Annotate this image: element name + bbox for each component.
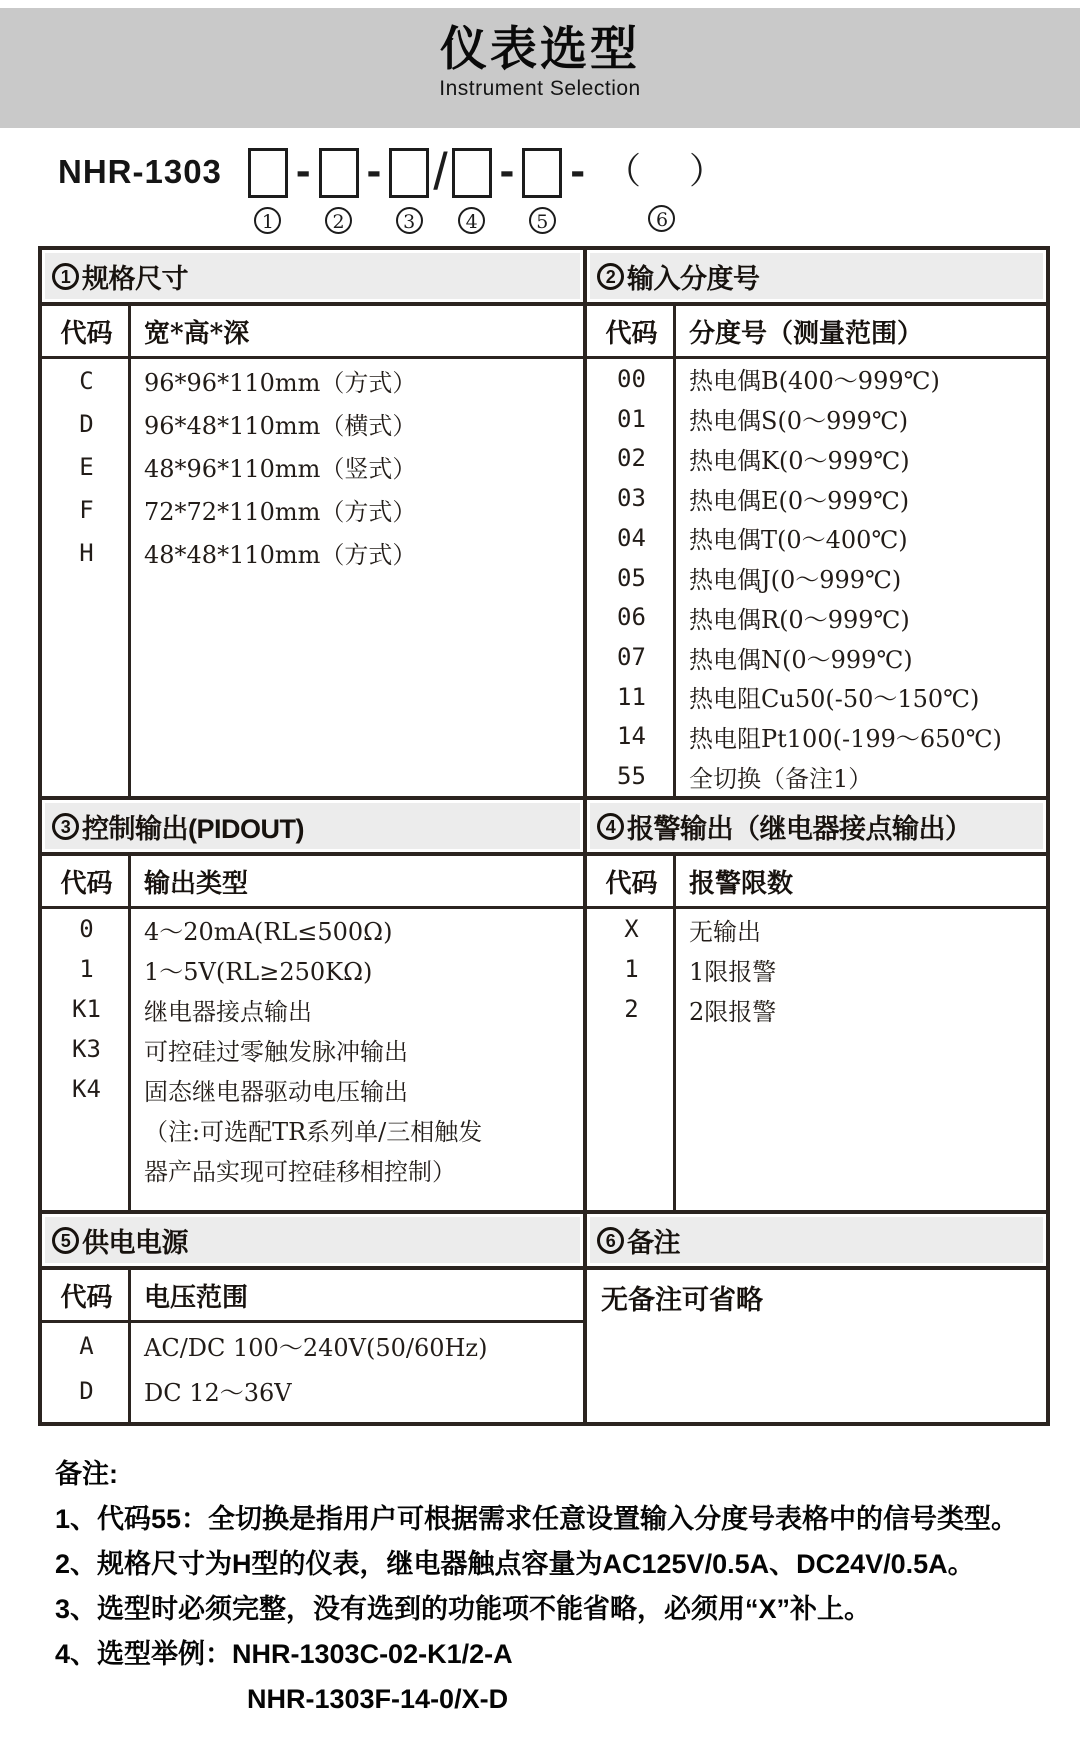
row-value: 热电偶K(0～999℃)	[689, 446, 910, 475]
table-row	[587, 478, 1046, 518]
section-1-title	[42, 250, 583, 306]
footnote-line: 1、代码55：全切换是指用户可根据需求任意设置输入分度号表格中的信号类型。	[55, 1504, 1019, 1534]
table-row	[587, 717, 1046, 757]
row-code: 55	[617, 762, 646, 791]
row-value: 热电偶S(0～999℃)	[689, 407, 909, 436]
section-1-label: 规格尺寸	[82, 263, 188, 294]
row-value: 热电偶B(400～999℃)	[689, 367, 940, 396]
row-value: 热电偶J(0～999℃)	[689, 566, 902, 595]
section-1-rows	[42, 359, 583, 796]
section-5-column-header	[42, 1270, 583, 1323]
section-5-title	[42, 1210, 583, 1270]
row-value: 96*96*110mm（方式）	[144, 369, 417, 397]
selection-table	[38, 246, 1050, 1426]
section-3-title	[42, 796, 583, 856]
table-row	[587, 756, 1046, 796]
row-value: 2限报警	[689, 997, 777, 1026]
row-code: 04	[617, 523, 646, 552]
table-row	[42, 445, 583, 488]
section-remark	[587, 1210, 1046, 1422]
table-row	[587, 359, 1046, 399]
row-code: A	[79, 1331, 94, 1360]
section-4-title	[587, 796, 1046, 856]
row-value: 热电阻Cu50(-50～150℃)	[689, 685, 980, 714]
row-code: D	[79, 409, 94, 438]
position-badge-3: 3	[396, 207, 423, 234]
position-badge-1: 1	[254, 207, 281, 234]
value-header: 输出类型	[144, 868, 249, 899]
row-code: K4	[72, 1075, 101, 1103]
row-value: 固态继电器驱动电压输出	[144, 1077, 408, 1106]
row-code: 11	[617, 682, 646, 711]
section-power-supply	[42, 1210, 587, 1422]
row-code: K3	[72, 1035, 101, 1063]
table-band-1	[42, 250, 1046, 796]
model-separator: -	[499, 146, 515, 195]
row-code: C	[79, 366, 94, 395]
value-header: 宽*高*深	[144, 318, 250, 349]
table-row	[42, 531, 583, 574]
table-row	[42, 909, 583, 949]
section-1-column-header	[42, 306, 583, 359]
code-header: 代码	[60, 318, 113, 349]
row-value: 热电偶E(0～999℃)	[689, 486, 910, 515]
table-row	[42, 488, 583, 531]
table-row	[587, 438, 1046, 478]
table-row	[42, 1323, 583, 1368]
model-separator: -	[366, 146, 382, 195]
section-2-column-header	[587, 306, 1046, 359]
table-row	[587, 677, 1046, 717]
row-code: 01	[617, 404, 646, 433]
page-title: 仪表选型	[440, 22, 640, 75]
footnote-lines	[55, 1497, 1045, 1677]
row-code: 1	[624, 955, 639, 983]
banner	[0, 8, 1080, 128]
position-badge-2: 2	[325, 207, 352, 234]
table-row	[42, 402, 583, 445]
row-code: 00	[617, 364, 646, 393]
value-header: 分度号（测量范围）	[689, 318, 924, 349]
section-5-rows	[42, 1323, 583, 1422]
row-code: H	[79, 538, 94, 567]
circled-4-icon: 4	[597, 813, 624, 840]
value-header: 报警限数	[689, 868, 794, 899]
section-alarm-output	[587, 796, 1046, 1210]
table-row	[42, 1069, 583, 1109]
model-slot-3	[389, 148, 429, 234]
table-band-2	[42, 796, 1046, 1210]
row-value: 72*72*110mm（方式）	[144, 498, 417, 526]
row-code: F	[79, 495, 94, 524]
row-value: 1限报警	[689, 957, 777, 986]
row-value: 无输出	[689, 917, 761, 946]
table-row	[587, 597, 1046, 637]
table-row	[42, 359, 583, 402]
model-box-4	[452, 148, 492, 198]
page-subtitle: Instrument Selection	[439, 77, 641, 100]
footnote-line: 3、选型时必须完整，没有选到的功能项不能省略，必须用“X”补上。	[55, 1594, 872, 1624]
row-code: 05	[617, 563, 646, 592]
table-row	[42, 1368, 583, 1413]
row-value: 96*48*110mm（横式）	[144, 412, 417, 440]
remark-content: 无备注可省略	[601, 1285, 763, 1316]
model-box-5	[522, 148, 562, 198]
section-spec-size	[42, 250, 587, 796]
code-header: 代码	[60, 1282, 113, 1313]
row-value: 热电偶R(0～999℃)	[689, 605, 910, 634]
model-slot-4	[452, 148, 492, 234]
section-2-rows	[587, 359, 1046, 796]
row-code: X	[624, 915, 639, 943]
model-paren: （ ）	[604, 151, 731, 192]
table-row	[587, 909, 1046, 949]
circled-3-icon: 3	[52, 813, 79, 840]
footnote-line: 4、选型举例：NHR-1303C-02-K1/2-A	[55, 1639, 513, 1669]
section-control-output	[42, 796, 587, 1210]
row-value: AC/DC 100～240V(50/60Hz)	[144, 1334, 488, 1362]
model-slot-1	[248, 148, 288, 234]
row-code: 0	[79, 915, 94, 943]
model-slot-6	[593, 148, 731, 232]
circled-2-icon: 2	[597, 263, 624, 290]
model-prefix: NHR-1303	[58, 153, 222, 190]
row-code: K1	[72, 995, 101, 1023]
model-separator: -	[570, 146, 585, 195]
model-code-line	[58, 143, 731, 234]
model-slot-5	[522, 148, 562, 234]
table-row	[587, 558, 1046, 598]
row-value: 全切换（备注1）	[689, 764, 873, 793]
code-header: 代码	[605, 318, 658, 349]
table-row	[587, 518, 1046, 558]
table-row	[42, 989, 583, 1029]
row-code: 2	[624, 995, 639, 1023]
model-box-3	[389, 148, 429, 198]
row-code: 1	[79, 955, 94, 983]
section-3-label: 控制输出(PIDOUT)	[82, 813, 304, 844]
row-value: （注:可选配TR系列单/三相触发	[144, 1117, 483, 1146]
position-badge-4: 4	[458, 207, 485, 234]
section-3-column-header	[42, 856, 583, 909]
footnote-line: 2、规格尺寸为H型的仪表，继电器触点容量为AC125V/0.5A、DC24V/0.5A。	[55, 1549, 975, 1579]
section-6-title	[587, 1210, 1046, 1270]
section-2-label: 输入分度号	[627, 263, 760, 294]
section-3-rows	[42, 909, 583, 1210]
circled-6-icon: 6	[597, 1227, 624, 1254]
code-header: 代码	[60, 868, 113, 899]
row-value: 48*48*110mm（方式）	[144, 541, 417, 569]
row-value: 1～5V(RL≥250KΩ)	[144, 957, 373, 986]
circled-1-icon: 1	[52, 263, 79, 290]
row-value: 热电偶T(0～400℃)	[689, 526, 908, 555]
row-code: 07	[617, 643, 646, 671]
row-value: 器产品实现可控硅移相控制）	[144, 1157, 456, 1186]
section-2-title	[587, 250, 1046, 306]
model-separator: -	[295, 146, 311, 195]
row-code: 02	[617, 444, 646, 473]
table-band-3	[42, 1210, 1046, 1422]
row-code: 14	[617, 722, 646, 751]
row-code: D	[79, 1376, 94, 1405]
model-slot-2	[319, 148, 359, 234]
row-value: DC 12～36V	[144, 1379, 292, 1407]
section-5-label: 供电电源	[82, 1227, 188, 1258]
row-value: 继电器接点输出	[144, 997, 312, 1026]
table-row	[42, 949, 583, 989]
table-row	[587, 989, 1046, 1029]
section-4-rows	[587, 909, 1046, 1210]
table-row	[587, 399, 1046, 439]
table-row	[42, 1029, 583, 1069]
row-code: 06	[617, 603, 646, 632]
code-header: 代码	[605, 868, 658, 899]
row-value: 热电阻Pt100(-199～650℃)	[689, 724, 1002, 753]
circled-5-icon: 5	[52, 1227, 79, 1254]
footnotes-heading: 备注:	[55, 1459, 118, 1489]
position-badge-5: 5	[529, 207, 556, 234]
table-row	[587, 637, 1046, 677]
footnotes	[55, 1452, 1045, 1722]
section-4-label: 报警输出（继电器接点输出）	[627, 813, 972, 844]
row-code: 03	[617, 484, 646, 513]
section-4-column-header	[587, 856, 1046, 909]
row-value: 4～20mA(RL≤500Ω)	[144, 917, 393, 946]
row-value: 48*96*110mm（竖式）	[144, 455, 417, 483]
model-slash: /	[433, 143, 448, 201]
table-row	[587, 949, 1046, 989]
row-value: 热电偶N(0～999℃)	[689, 645, 913, 674]
section-6-label: 备注	[627, 1227, 680, 1258]
position-badge-6: 6	[648, 205, 675, 232]
row-value: 可控硅过零触发脉冲输出	[144, 1037, 408, 1066]
model-box-1	[248, 148, 288, 198]
footnote-example-2: NHR-1303F-14-0/X-D	[247, 1684, 509, 1714]
model-box-2	[319, 148, 359, 198]
value-header: 电压范围	[144, 1282, 249, 1313]
table-row	[42, 1109, 583, 1149]
section-input-range	[587, 250, 1046, 796]
row-code: E	[79, 452, 94, 481]
table-row	[42, 1149, 583, 1189]
